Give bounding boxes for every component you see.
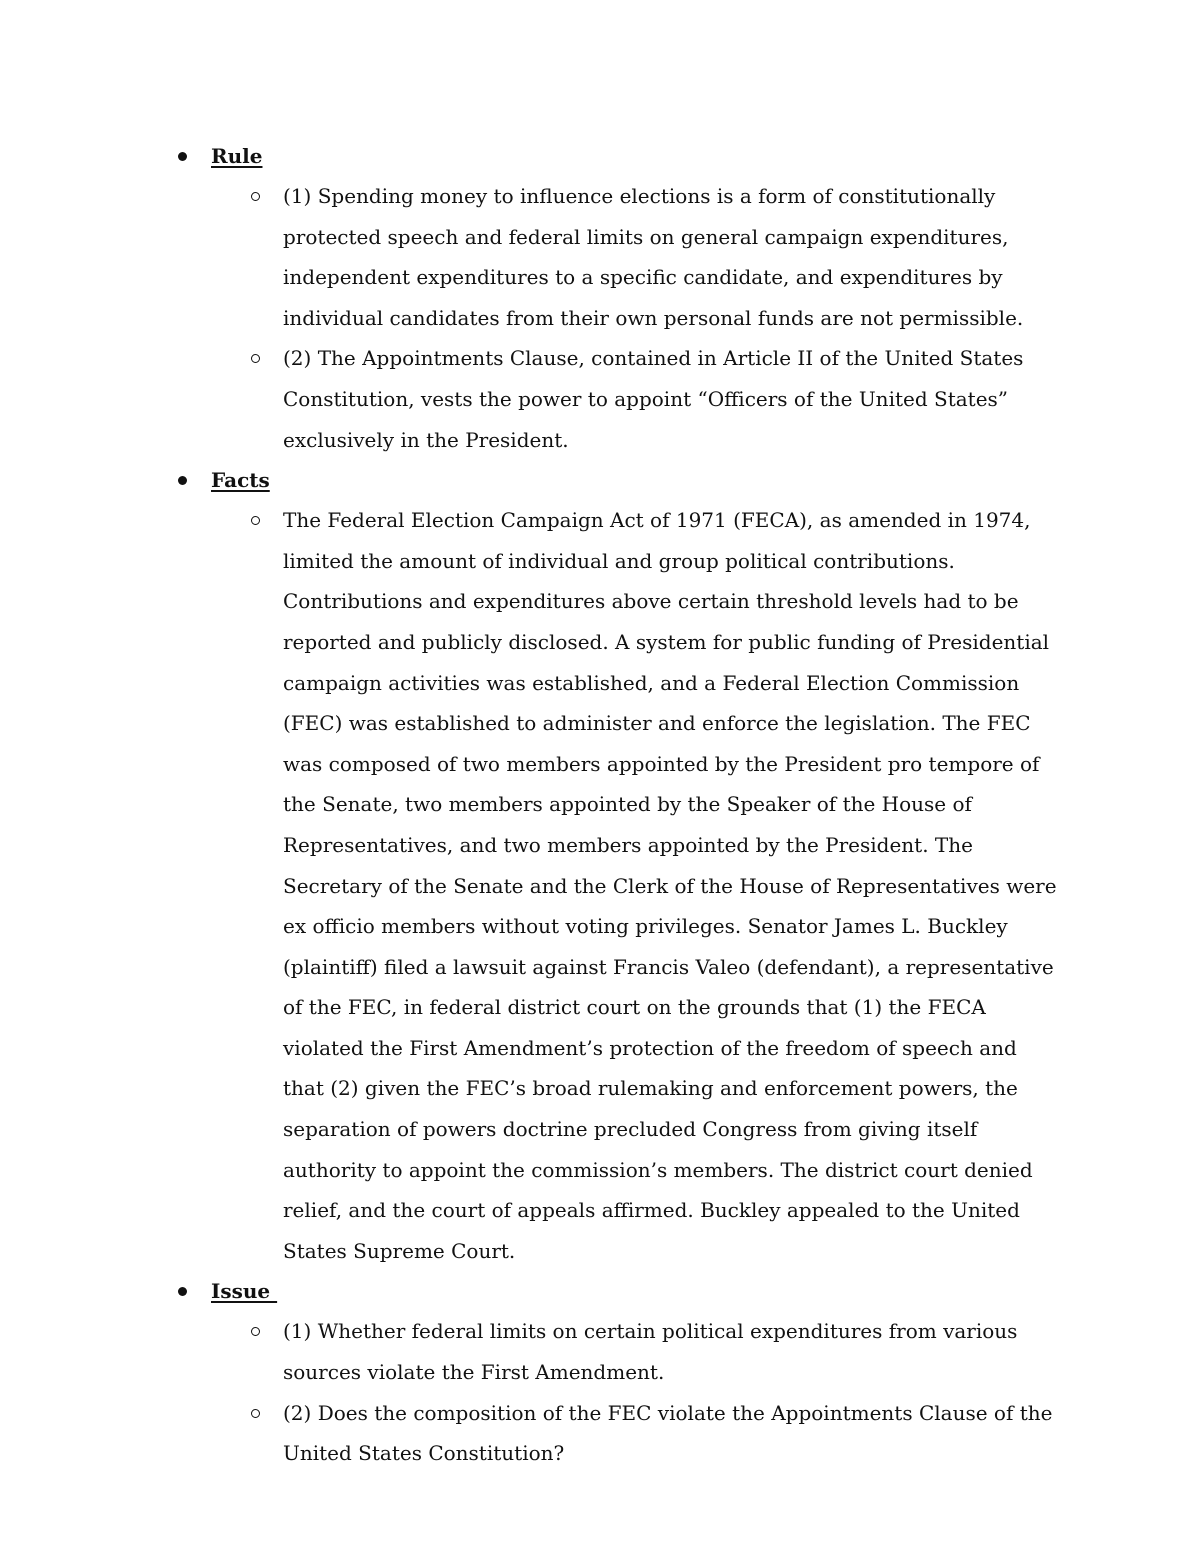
bullet-disc-icon <box>178 1287 187 1296</box>
list-item <box>0 338 1063 460</box>
section-issue <box>0 1271 1200 1473</box>
bullet-disc-icon <box>178 152 187 161</box>
document-content <box>0 136 1200 1474</box>
section-facts <box>0 460 1200 1271</box>
list-item <box>0 176 1063 338</box>
section-heading-row <box>0 136 1200 176</box>
list-item <box>0 1311 1063 1392</box>
section-heading: Issue <box>211 1279 278 1304</box>
section-heading: Rule <box>211 144 263 168</box>
list-item <box>0 1393 1063 1474</box>
section-heading-row <box>0 1271 1200 1311</box>
list-item <box>0 500 1063 1271</box>
bullet-circle-icon <box>251 516 260 525</box>
list-item-text: The Federal Election Campaign Act of 1971 (FECA), as amended in 1974, limited the amount of individual and group political contributions. Contributions and expenditures above certain threshold levels had to be reported and publicly disclosed. A system for public funding of Presidential campaign activities was established, and a Federal Election Commission (FEC) was established to administer and enforce the legislation. The FEC was composed of two members appointed by the President pro tempore of the Senate, two members appointed by the Speaker of the House of Representatives, and two members appointed by the President. The Secretary of the Senate and the Clerk of the House of Representatives were ex officio members without voting privileges. Senator James L. Buckley (plaintiff) filed a lawsuit against Francis Valeo (defendant), a representative of the FEC, in federal district court on the grounds that (1) the FECA violated the First Amendment’s protection of the freedom of speech and that (2) given the FEC’s broad rulemaking and enforcement powers, the separation of powers doctrine precluded Congress from giving itself authority to appoint the commission’s members. The district court denied relief, and the court of appeals affirmed. Buckley appealed to the United States Supreme Court. <box>283 508 1057 1263</box>
list-item-text: (1) Spending money to influence elections is a form of constitutionally protected speech and federal limits on general campaign expenditures, independent expenditures to a specific candidate, and expenditures by individual candidates from their own personal funds are not permissible. <box>283 184 1024 330</box>
bullet-circle-icon <box>251 1409 260 1418</box>
list-item-text: (2) The Appointments Clause, contained in Article II of the United States Constitution, vests the power to appoint “Officers of the United States” exclusively in the President. <box>283 346 1024 452</box>
list-item-text: (2) Does the composition of the FEC violate the Appointments Clause of the United States Constitution? <box>283 1400 1053 1466</box>
bullet-circle-icon <box>251 1327 260 1336</box>
section-heading-row <box>0 460 1200 500</box>
bullet-circle-icon <box>251 354 260 363</box>
bullet-disc-icon <box>178 476 187 485</box>
list-item-text: (1) Whether federal limits on certain political expenditures from various sources violate the First Amendment. <box>283 1319 1018 1385</box>
section-rule <box>0 136 1200 460</box>
section-heading: Facts <box>211 468 270 493</box>
bullet-circle-icon <box>251 192 260 201</box>
